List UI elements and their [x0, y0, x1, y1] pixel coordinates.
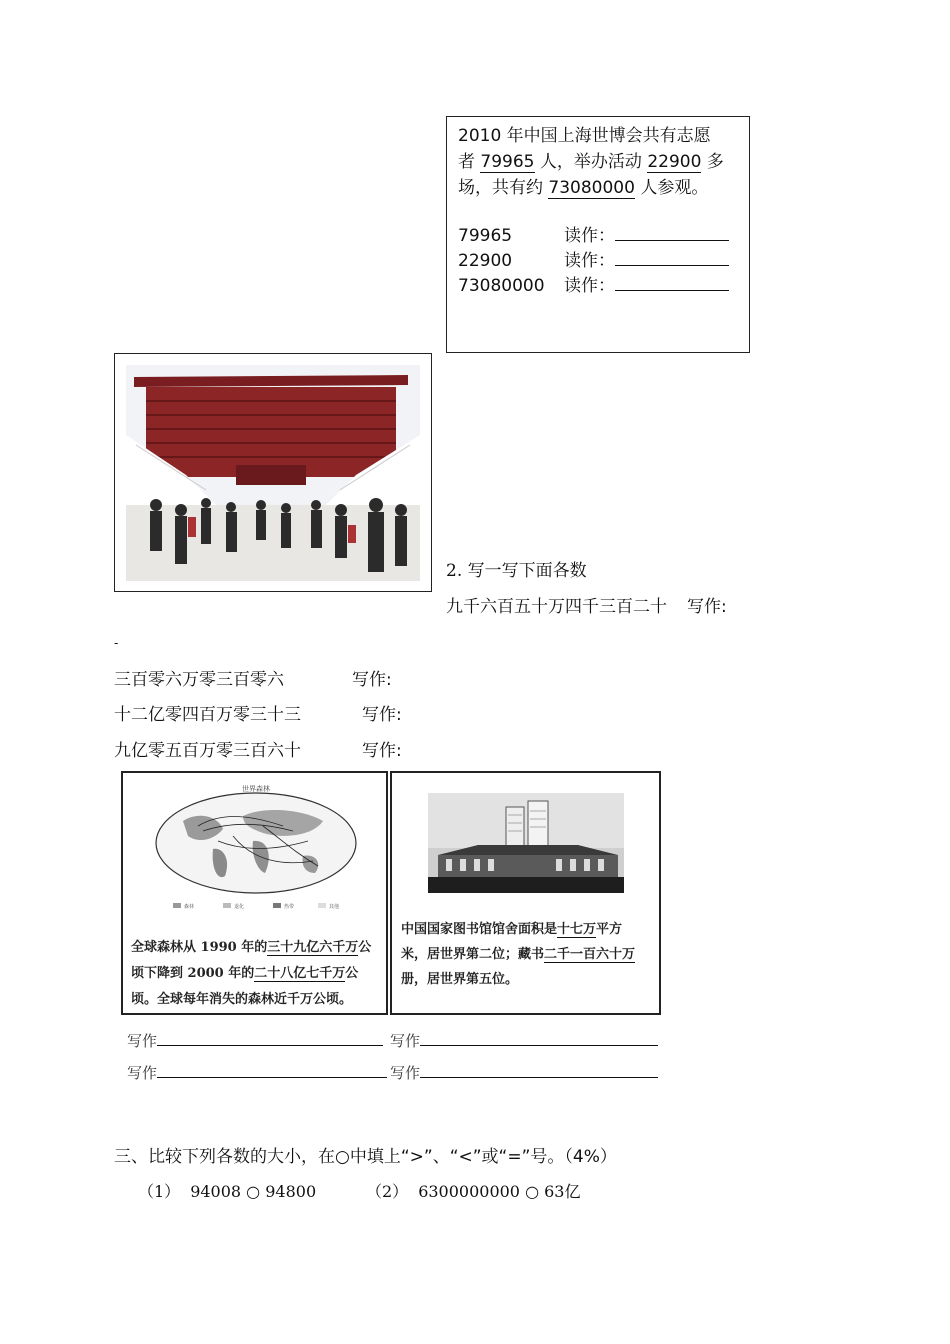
svg-text:森林: 森林	[184, 904, 195, 910]
write-item-1: 九千六百五十万四千三百二十 写作:	[446, 597, 727, 617]
write-line[interactable]: 写作	[390, 1061, 658, 1083]
compare-question-2: （2） 6300000000 ○ 63亿	[366, 1182, 581, 1201]
write-item-2: 三百零六万零三百零六 写作:	[114, 670, 392, 690]
forest-line-3: 顷。全球每年消失的森林近千万公顷。	[131, 992, 353, 1007]
china-pavilion-photo	[126, 365, 420, 581]
svg-text:热带: 热带	[284, 904, 295, 910]
write-line[interactable]: 写作	[127, 1061, 387, 1083]
compare-question-1: （1） 94008 ○ 94800	[138, 1182, 317, 1201]
section2-heading: 2. 写一写下面各数	[446, 561, 587, 581]
read-blank[interactable]	[615, 276, 729, 291]
expo-info-box	[446, 116, 750, 353]
read-blank[interactable]	[615, 251, 729, 266]
write-item-4: 九亿零五百万零三百六十 写作:	[114, 741, 402, 761]
read-blank[interactable]	[615, 226, 729, 241]
read-row: 79965 读作：	[458, 221, 729, 246]
stray-mark: -	[114, 636, 119, 650]
national-library-photo	[428, 793, 624, 893]
library-line-2: 米，居世界第二位；藏书二千一百六十万	[401, 947, 636, 962]
volunteers-number: 79965	[480, 152, 535, 172]
write-label: 写作:	[362, 741, 402, 761]
write-label: 写作:	[687, 597, 727, 617]
expo-line-1: 2010 年中国上海世博会共有志愿	[458, 126, 711, 146]
read-row: 73080000 读作：	[458, 271, 729, 296]
library-panel	[390, 771, 661, 1015]
write-label: 写作:	[362, 705, 402, 725]
svg-text:其他: 其他	[329, 904, 340, 910]
expo-line-3: 场，共有约 73080000 人参观。	[458, 178, 709, 198]
library-line-1: 中国国家图书馆馆舍面积是十七万平方	[401, 922, 623, 937]
expo-line-2: 者 79965 人，举办活动 22900 多	[458, 152, 724, 172]
forest-line-1: 全球森林从 1990 年的三十九亿六千万公	[131, 940, 372, 955]
write-item-3: 十二亿零四百万零三十三 写作:	[114, 705, 402, 725]
expo-photo-frame	[114, 353, 432, 592]
read-row: 22900 读作：	[458, 246, 729, 271]
events-number: 22900	[647, 152, 702, 172]
visitors-number: 73080000	[548, 178, 635, 198]
world-forest-map	[143, 781, 369, 921]
library-line-3: 册，居世界第五位。	[401, 972, 519, 987]
section3-heading: 三、比较下列各数的大小，在○中填上“>”、“<”或“=”号。（4%）	[114, 1147, 617, 1167]
forest-panel	[121, 771, 388, 1015]
write-line[interactable]: 写作	[127, 1029, 383, 1051]
svg-text:世界森林: 世界森林	[242, 785, 270, 793]
write-label: 写作:	[352, 670, 392, 690]
forest-line-2: 顷下降到 2000 年的二十八亿七千万公	[131, 966, 359, 981]
write-line[interactable]: 写作	[390, 1029, 658, 1051]
svg-text:退化: 退化	[234, 904, 245, 910]
